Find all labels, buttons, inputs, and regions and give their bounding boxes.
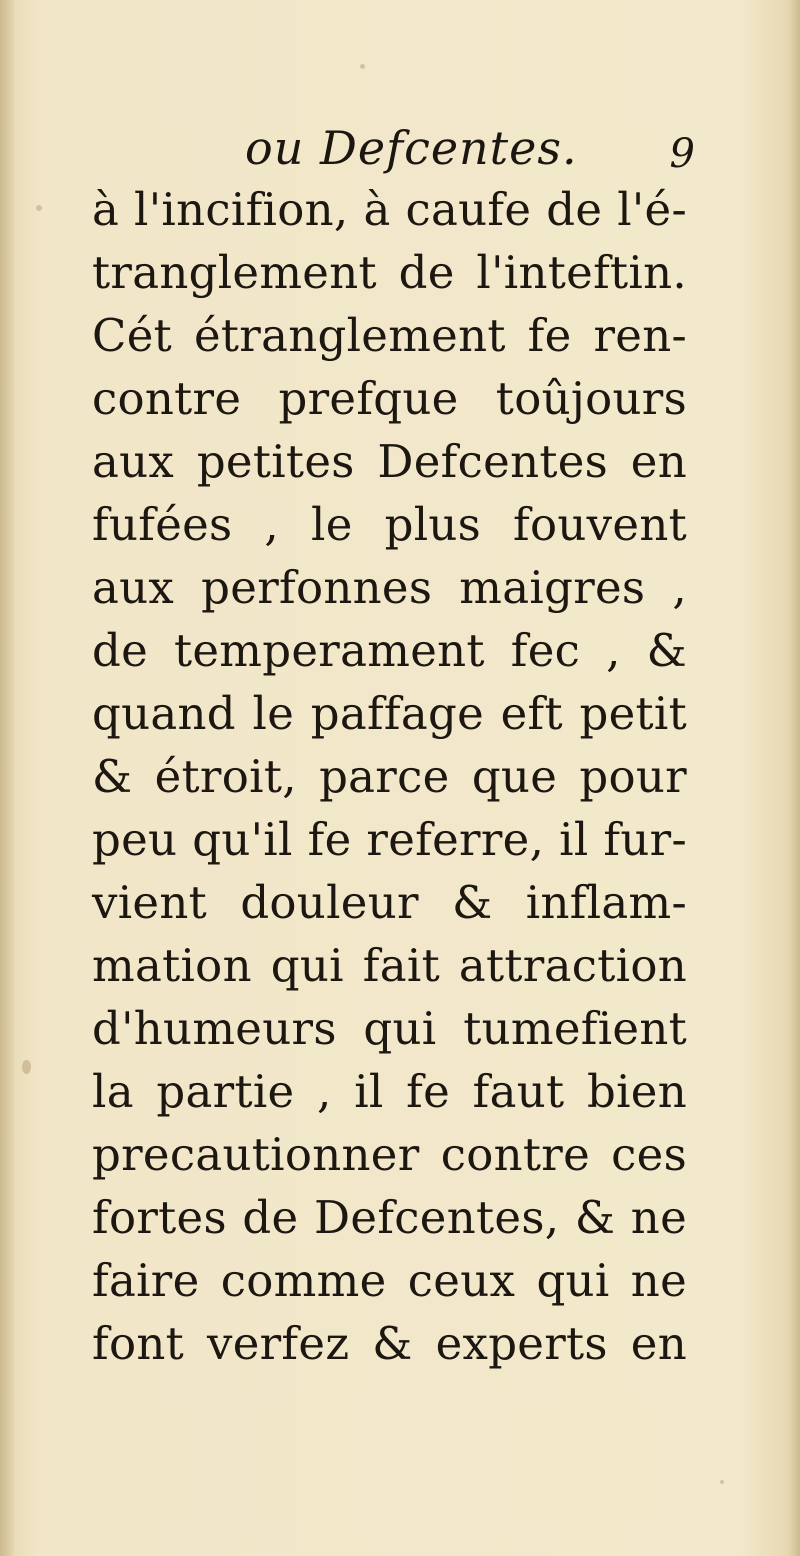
text-line: fortes de Defcentes, & ne bbox=[92, 1191, 687, 1244]
text-line: contre prefque toûjours bbox=[92, 372, 687, 425]
page-edge-right bbox=[788, 0, 800, 1556]
text-line: quand le paffage eft petit bbox=[92, 687, 687, 740]
text-line: precautionner contre ces bbox=[92, 1128, 687, 1181]
body-text bbox=[92, 178, 687, 1375]
running-title: ou Defcentes. bbox=[245, 121, 578, 175]
text-line: & étroit, parce que pour bbox=[92, 750, 687, 803]
text-line: peu qu'il fe referre, il fur- bbox=[92, 813, 687, 866]
text-line: Cét étranglement fe ren- bbox=[92, 309, 687, 362]
text-line: à l'incifion, à caufe de l'é- bbox=[92, 183, 687, 236]
paper-speck bbox=[22, 1060, 31, 1074]
text-line: mation qui fait attraction bbox=[92, 939, 687, 992]
text-line: tranglement de l'inteftin. bbox=[92, 246, 687, 299]
running-head bbox=[245, 118, 695, 178]
text-line: fufées , le plus fouvent bbox=[92, 498, 687, 551]
paper-speck bbox=[36, 205, 42, 211]
text-line: d'humeurs qui tumefient bbox=[92, 1002, 687, 1055]
text-line: aux petites Defcentes en bbox=[92, 435, 687, 488]
text-line: aux perfonnes maigres , bbox=[92, 561, 687, 614]
paper-speck bbox=[720, 1480, 724, 1484]
text-line: font verfez & experts en bbox=[92, 1317, 687, 1370]
paper-speck bbox=[360, 64, 365, 69]
text-line: de temperament fec , & bbox=[92, 624, 687, 677]
text-line: vient douleur & inflam- bbox=[92, 876, 687, 929]
page-edge-left bbox=[0, 0, 14, 1556]
page-number: 9 bbox=[669, 131, 695, 177]
text-line: la partie , il fe faut bien bbox=[92, 1065, 687, 1118]
text-line: faire comme ceux qui ne bbox=[92, 1254, 687, 1307]
